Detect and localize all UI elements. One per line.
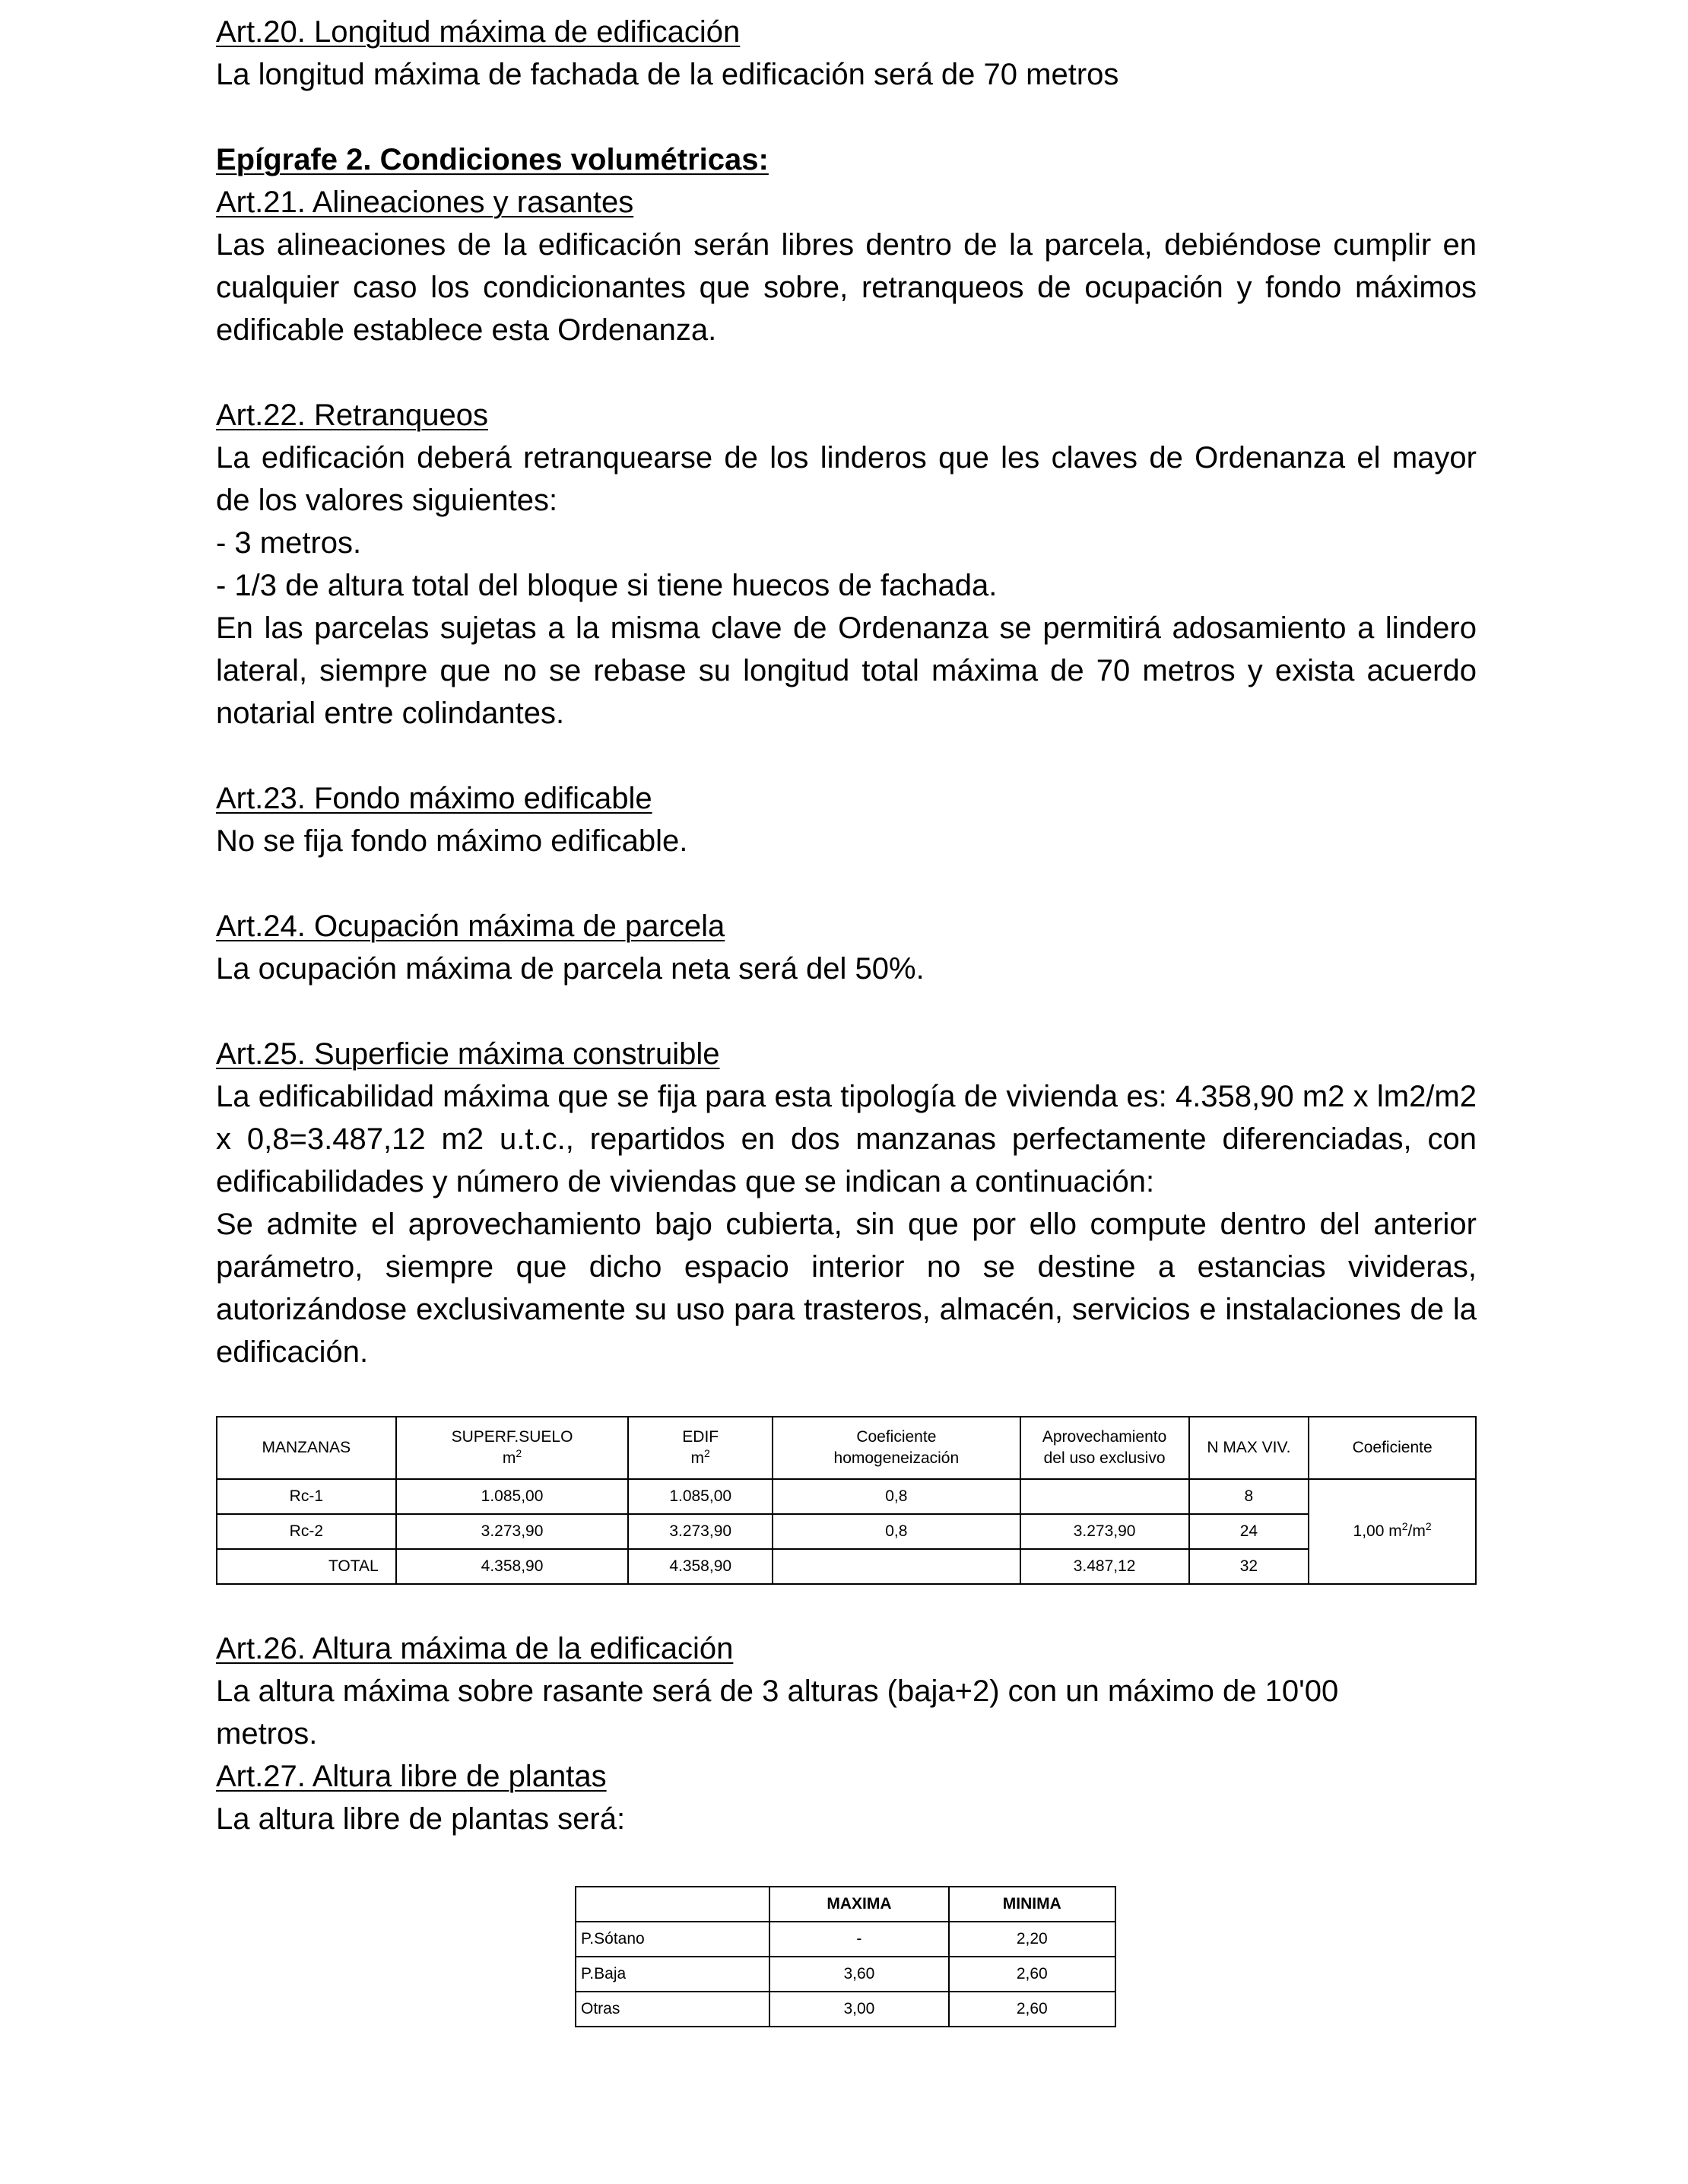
cell-planta: P.Baja [576,1957,769,1992]
cell-aprov: 3.273,90 [1020,1514,1189,1549]
art25-text2: Se admite el aprovechamiento bajo cubierta, sin que por ello compute dentro del anterior parámetro, siempre que dicho espacio interior no se destine a estancias vivideras, autorizándose exclusivamente su uso para trasteros, almacén, servicios e instalaciones de la edificación. [216,1208,1477,1369]
col-planta [576,1887,769,1922]
cell-coef: 0,8 [773,1479,1020,1514]
table-row-total [217,1549,1476,1584]
cell-nmax: 24 [1189,1514,1309,1549]
art24-text: La ocupación máxima de parcela neta será del 50%. [216,952,925,986]
col-superf-suelo: SUPERF.SUELO $m^2$ [396,1417,629,1479]
col-coef-homog [773,1417,1020,1479]
cell-superf: 1.085,00 [396,1479,629,1514]
art22-bullet2: - 1/3 de altura total del bloque si tiene huecos de fachada. [216,569,998,602]
col-maxima: MAXIMA [769,1887,948,1922]
table-row [576,1922,1115,1957]
cell-maxima: - [769,1922,948,1957]
col-coeficiente: Coeficiente [1309,1417,1476,1479]
col-aprov-line2: del uso exclusivo [1043,1449,1166,1467]
art22-bullet1: - 3 metros. [216,526,362,560]
table-row [576,1957,1115,1992]
col-edif-label: EDIF [682,1428,719,1446]
col-edif-unit: m [690,1449,705,1467]
art20-text: La longitud máxima de fachada de la edificación será de 70 metros [216,58,1119,91]
art20-heading: Art.20. Longitud máxima de edificación [216,15,741,49]
col-manzanas: MANZANAS [217,1417,396,1479]
art27-heading: Art.27. Altura libre de plantas [216,1760,607,1793]
col-coef-line2: homogeneización [833,1449,960,1467]
cell-maxima: 3,60 [769,1957,948,1992]
art25-heading: Art.25. Superficie máxima construible [216,1037,720,1071]
alturas-table [575,1886,1116,2027]
art23-text: No se fija fondo máximo edificable. [216,824,688,858]
art26-heading: Art.26. Altura máxima de la edificación [216,1632,734,1665]
cell-aprov [1020,1479,1189,1514]
cell-coef: 0,8 [773,1514,1020,1549]
art27-text: La altura libre de plantas será: [216,1802,626,1836]
cell-coeficiente-value: 1,00 $m^2/m^2$ [1309,1479,1476,1584]
cell-edif: 1.085,00 [628,1479,773,1514]
col-superf-suelo-unit: m [502,1449,516,1467]
art26-text: La altura máxima sobre rasante será de 3 alturas (baja+2) con un máximo de 10'00 metros. [216,1675,1339,1751]
cell-manzana: Rc-1 [217,1479,396,1514]
table-row [217,1479,1476,1514]
col-superf-suelo-label: SUPERF.SUELO [451,1428,573,1446]
cell-manzana: TOTAL [217,1549,396,1584]
cell-minima: 2,60 [949,1957,1115,1992]
cell-coef [773,1549,1020,1584]
art24-heading: Art.24. Ocupación máxima de parcela [216,909,725,943]
art21-heading: Art.21. Alineaciones y rasantes [216,186,634,219]
cell-superf: 3.273,90 [396,1514,629,1549]
document-page [216,11,1477,2027]
table-row [576,1992,1115,2027]
col-minima: MINIMA [949,1887,1115,1922]
cell-nmax: 32 [1189,1549,1309,1584]
cell-superf: 4.358,90 [396,1549,629,1584]
art25-text1: La edificabilidad máxima que se fija para esta tipología de vivienda es: 4.358,90 m2 x lm2/m2 x 0,8=3.487,12 m2 u.t.c., repartidos en dos manzanas perfectamente diferenciadas, con edificabilidades y número de viviendas que se indican a continuación: [216,1080,1477,1198]
manzanas-table [216,1416,1477,1585]
coeficiente-value-prefix: 1,00 m [1353,1522,1402,1540]
cell-nmax: 8 [1189,1479,1309,1514]
cell-minima: 2,20 [949,1922,1115,1957]
coeficiente-value-mid: /m [1407,1522,1426,1540]
art23-heading: Art.23. Fondo máximo edificable [216,782,652,815]
cell-minima: 2,60 [949,1992,1115,2027]
cell-planta: P.Sótano [576,1922,769,1957]
art22-text2: En las parcelas sujetas a la misma clave de Ordenanza se permitirá adosamiento a lindero lateral, siempre que no se rebase su longitud total máxima de 70 metros y exista acuerdo notarial entre colindantes. [216,611,1477,730]
art22-text1: La edificación deberá retranquearse de los linderos que les claves de Ordenanza el mayor de los valores siguientes: [216,441,1477,517]
epigrafe2-heading: Epígrafe 2. Condiciones volumétricas: [216,143,769,176]
art22-heading: Art.22. Retranqueos [216,398,488,432]
cell-manzana: Rc-2 [217,1514,396,1549]
cell-edif: 4.358,90 [628,1549,773,1584]
col-edif: EDIF $m^2$ [628,1417,773,1479]
cell-aprov: 3.487,12 [1020,1549,1189,1584]
cell-maxima: 3,00 [769,1992,948,2027]
cell-planta: Otras [576,1992,769,2027]
table-header-row [576,1887,1115,1922]
cell-edif: 3.273,90 [628,1514,773,1549]
table-header-row [217,1417,1476,1479]
col-n-max-viv: N MAX VIV. [1189,1417,1309,1479]
art21-text: Las alineaciones de la edificación serán libres dentro de la parcela, debiéndose cumplir en cualquier caso los condicionantes que sobre, retranqueos de ocupación y fondo máximos edificable establece esta Ordenanza. [216,228,1477,347]
col-coef-line1: Coeficiente [856,1428,937,1446]
table-row [217,1514,1476,1549]
col-aprov-line1: Aprovechamiento [1042,1428,1167,1446]
col-aprovechamiento [1020,1417,1189,1479]
